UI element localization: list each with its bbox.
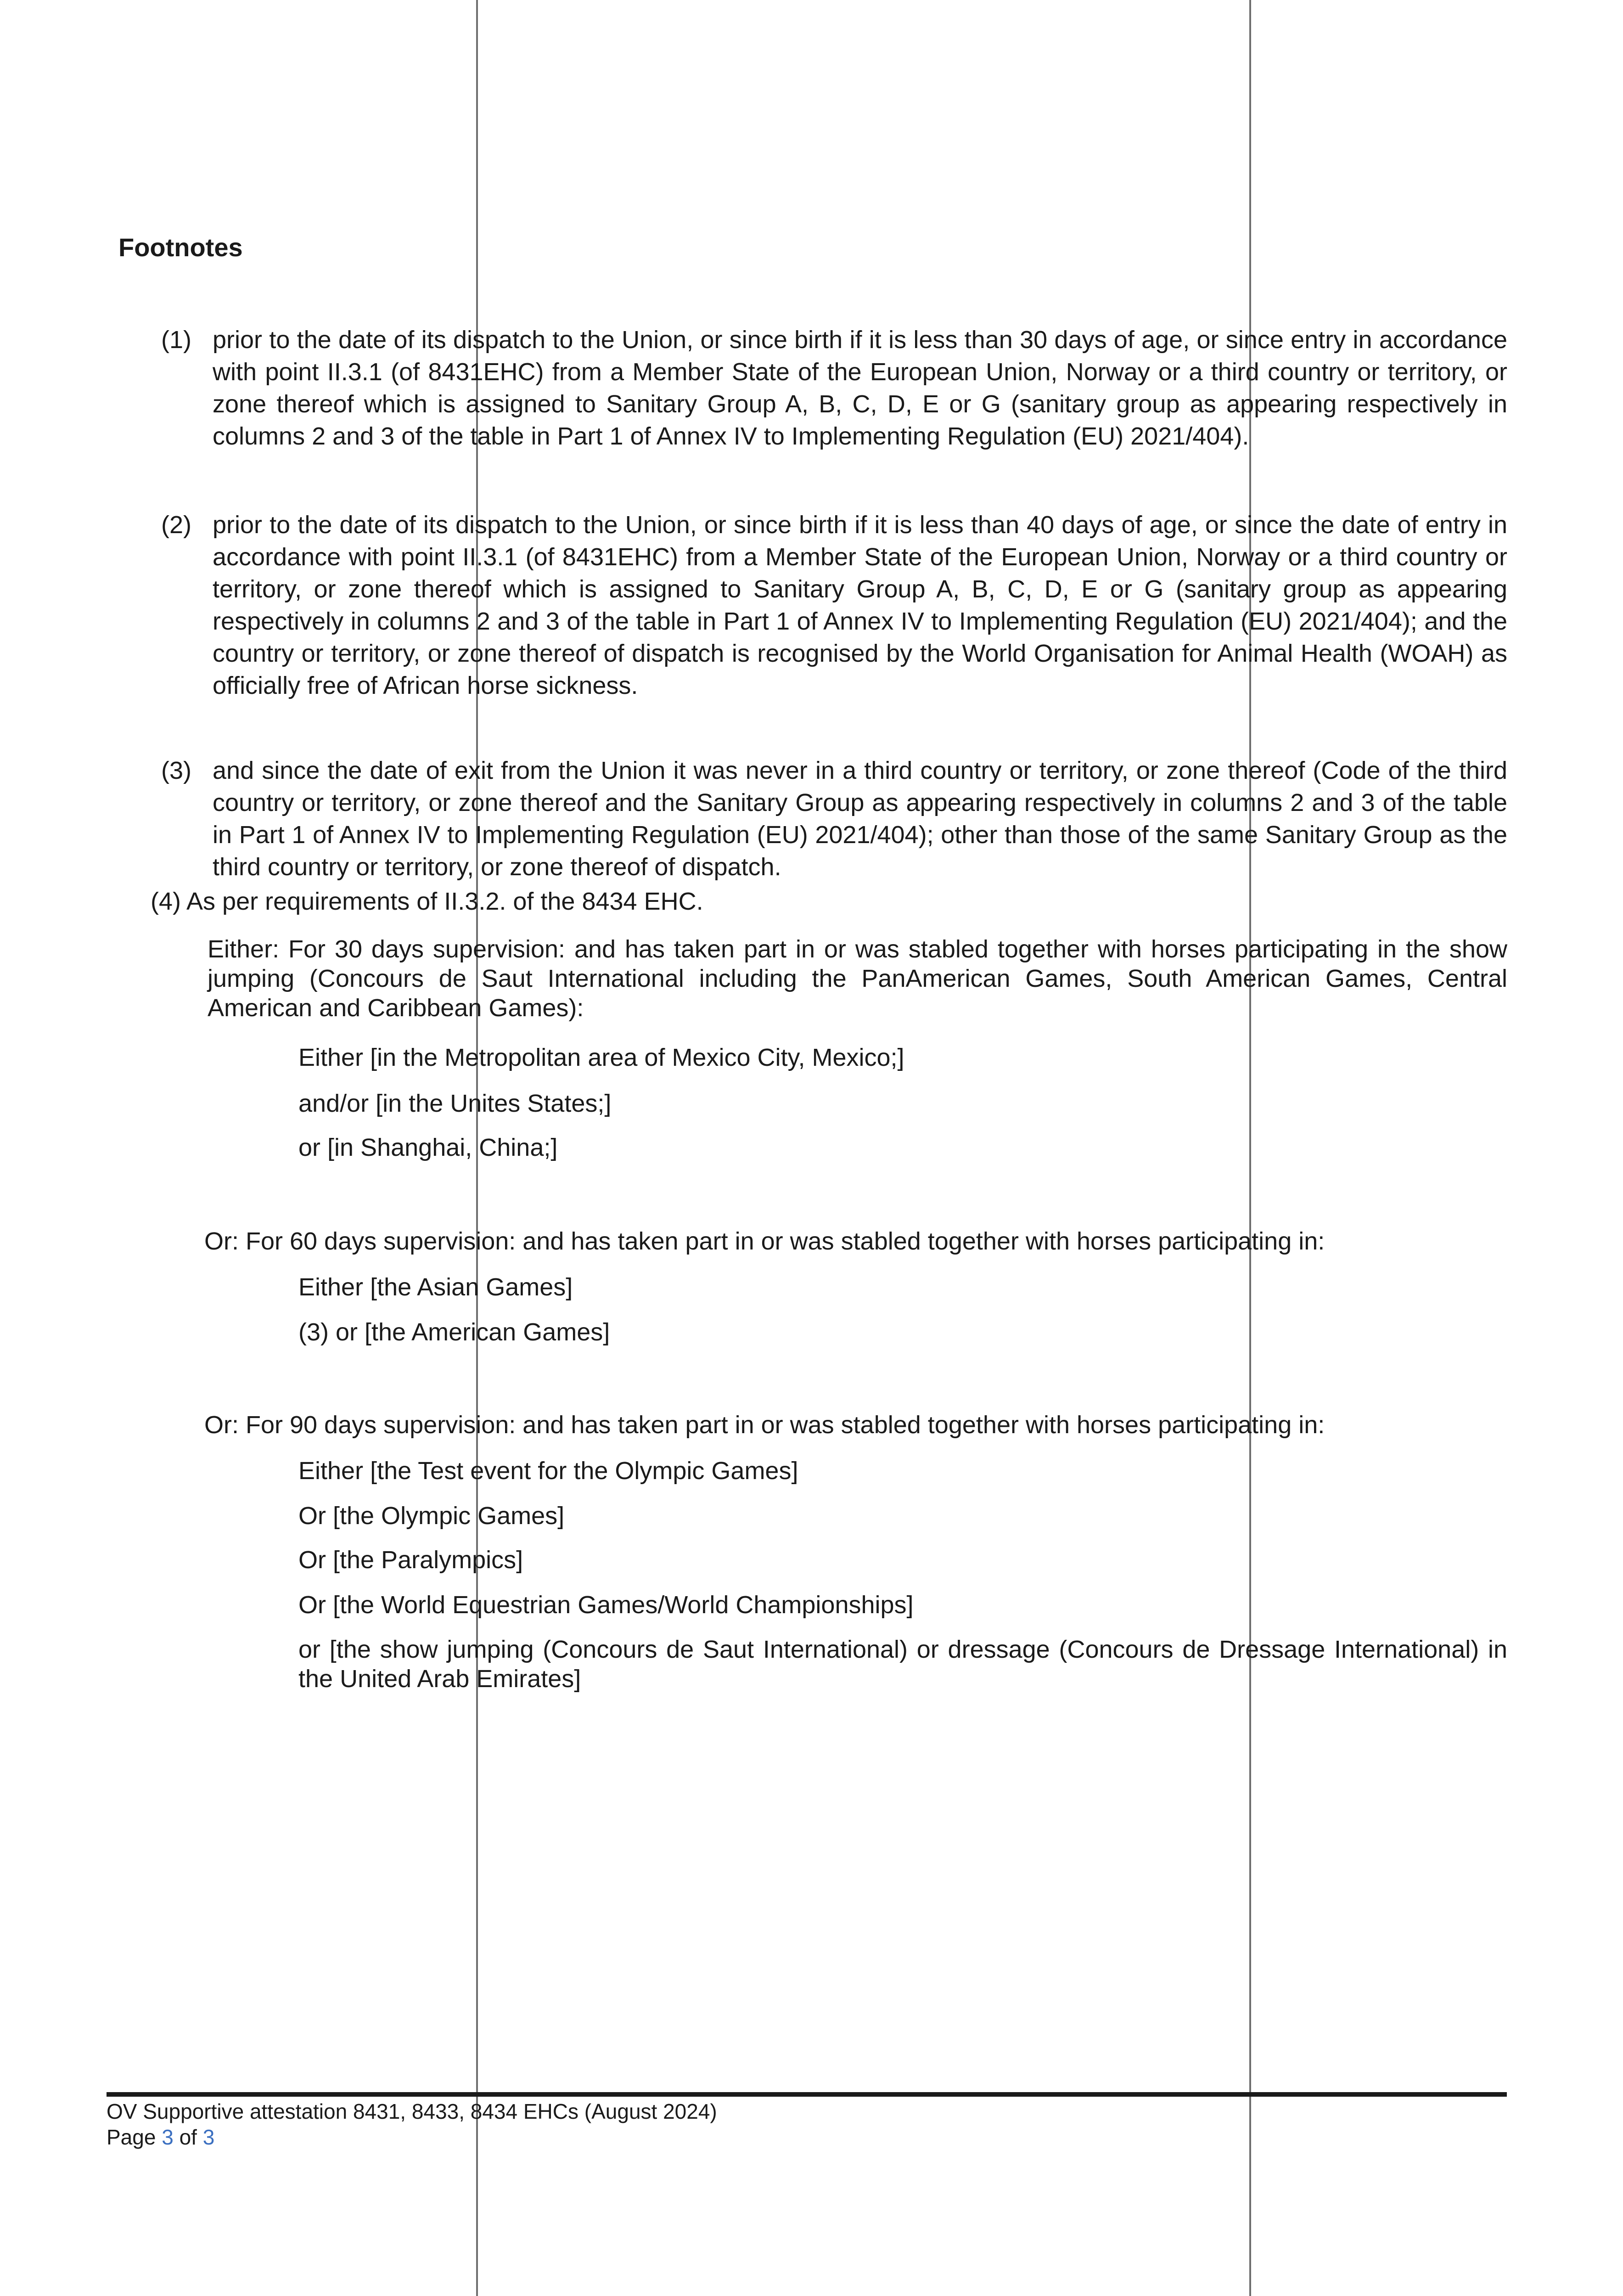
footnote-2: [161, 509, 1507, 702]
footnote-number: (2): [161, 511, 191, 539]
list-item-90-2: Or [the Olympic Games]: [298, 1502, 565, 1530]
page-number: [107, 2124, 214, 2150]
or-60-days-text: Or: For 60 days supervision: and has taken part in or was stabled together with horses participating in:: [204, 1227, 1325, 1255]
footnote-1: [161, 324, 1507, 452]
list-item-60-2: (3) or [the American Games]: [298, 1318, 610, 1346]
page-current: 3: [162, 2125, 174, 2149]
page-label: Page: [107, 2125, 156, 2149]
footnote-text: prior to the date of its dispatch to the Union, or since birth if it is less than 30 days of age, or since entry in accordance with point II.3.1 (of 8431EHC) from a Member State of the European Union, Norway or a third country or territory, or zone thereof which is assigned to Sanitary Group A, B, C, D, E or G (sanitary group as appearing respectively in columns 2 and 3 of the table in Part 1 of Annex IV to Implementing Regulation (EU) 2021/404).: [213, 326, 1507, 450]
footnote-3: [161, 754, 1507, 883]
footer-rule: [107, 2092, 1507, 2097]
list-item-30-1: Either [in the Metropolitan area of Mexico City, Mexico;]: [298, 1044, 904, 1071]
footnotes-heading: Footnotes: [118, 233, 243, 262]
footnote-text: prior to the date of its dispatch to the Union, or since birth if it is less than 40 days of age, or since the date of entry in accordance with point II.3.1 (of 8431EHC) from a Member State of the European Union, Norway or a third country or territory, or zone thereof which is assigned to Sanitary Group A, B, C, D, E or G (sanitary group as appearing respectively in columns 2 and 3 of the table in Part 1 of Annex IV to Implementing Regulation (EU) 2021/404); and the country or territory, or zone thereof of dispatch is recognised by the World Organisation for Animal Health (WOAH) as officially free of African horse sickness.: [213, 511, 1507, 699]
footnote-number: (3): [161, 757, 191, 784]
list-item-90-3: Or [the Paralympics]: [298, 1546, 523, 1574]
page-of-label: of: [179, 2125, 197, 2149]
footer-title: OV Supportive attestation 8431, 8433, 8434 EHCs (August 2024): [107, 2099, 717, 2123]
list-item-90-4: Or [the World Equestrian Games/World Championships]: [298, 1591, 914, 1619]
list-item-30-2: and/or [in the Unites States;]: [298, 1090, 612, 1117]
page-total: 3: [202, 2125, 215, 2149]
or-90-days-text: Or: For 90 days supervision: and has taken part in or was stabled together with horses participating in:: [204, 1411, 1325, 1439]
list-item-30-3: or [in Shanghai, China;]: [298, 1134, 558, 1161]
footnote-4-intro: (4) As per requirements of II.3.2. of the 8434 EHC.: [151, 888, 703, 915]
either-30-days-text: Either: For 30 days supervision: and has taken part in or was stabled together with horses participating in the show jumping (Concours de Saut International including the PanAmerican Games, South American Games, Central American and Caribbean Games):: [208, 935, 1507, 1022]
list-item-90-1: Either [the Test event for the Olympic Games]: [298, 1457, 798, 1485]
list-item-90-5: or [the show jumping (Concours de Saut International) or dressage (Concours de Dressage International) in the United Arab Emirates]: [298, 1636, 1507, 1693]
footnote-text: and since the date of exit from the Union it was never in a third country or territory, or zone thereof (Code of the third country or territory, or zone thereof and the Sanitary Group as appearing respectively in columns 2 and 3 of the table in Part 1 of Annex IV to Implementing Regulation (EU) 2021/404); other than those of the same Sanitary Group as the third country or territory, or zone thereof of dispatch.: [213, 757, 1507, 881]
list-item-60-1: Either [the Asian Games]: [298, 1273, 573, 1301]
footnote-number: (1): [161, 326, 191, 354]
